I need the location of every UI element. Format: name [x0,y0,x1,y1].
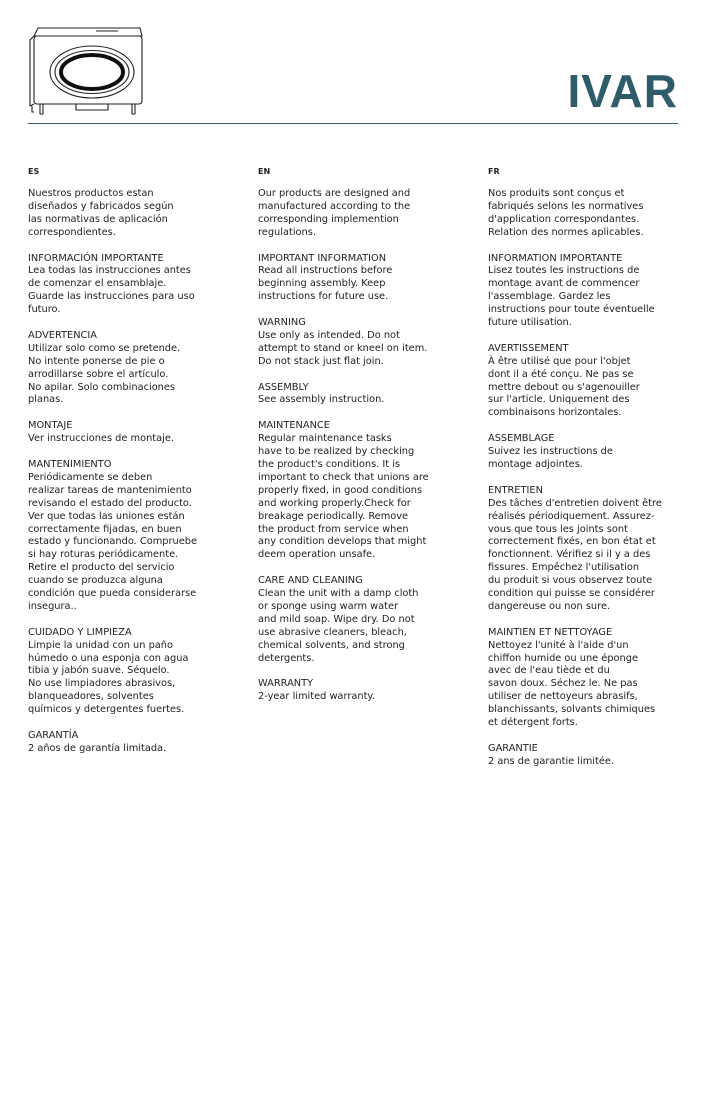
section-title: ASSEMBLY [258,381,309,393]
important-section [488,253,662,330]
section-body: Ver instrucciones de montaje. [28,433,174,445]
header-divider [28,123,678,124]
intro-section [28,188,200,240]
section-body: Use only as intended. Do not attempt to stand or kneel on item. Do not stack just flat join. [258,329,428,367]
intro-section [488,188,662,240]
section-body: Lea todas las instrucciones antes de comenzar el ensamblaje. Guarde las instrucciones para uso futuro. [28,265,195,316]
section-body: Utilizar solo como se pretende. No intente ponerse de pie o arrodillarse sobre el artículo. No apilar. Solo combinaciones planas. [28,342,181,406]
section-body: Lisez toutes les instructions de montage avant de commencer l'assemblage. Gardez les instructions pour toute éventuelle future utilisation. [488,265,655,329]
language-label: EN [258,167,271,176]
intro-text: Nos produits sont conçus et fabriqués selons les normatives d'application correspondantes. Relation des normes aplicables. [488,188,644,238]
section-title: CUIDADO Y LIMPIEZA [28,626,132,638]
column-en [258,166,430,717]
intro-section [258,188,430,240]
language-label: FR [488,167,500,176]
section-title: MAINTENANCE [258,420,330,432]
section-title: INFORMACIÓN IMPORTANTE [28,252,164,264]
section-body: Des tâches d'entretien doivent être réalisés périodiquement. Assurez- vous que tous les joints sont correctement fixés, en bon état et fonctionnent. Vérifiez si il y a des fissures. Empêchez l'utilisation du produit si vous observez toute condition qui puisse se considérer dangereuse ou non sure. [488,497,662,612]
front-left-leg [40,104,43,114]
warning-section [28,330,200,407]
maintenance-section [258,420,430,562]
section-title: INFORMATION IMPORTANTE [488,252,623,264]
section-body: Periódicamente se deben realizar tareas de mantenimiento revisando el estado del producto. Ver que todas las uniones están correctamente fijadas, en buen estado y funcionando. Compruebe si hay roturas periódicamente. Retire el producto del servicio cuando se produzca alguna condición que pueda considerarse insegura.. [28,471,197,612]
care-section [488,627,662,730]
section-title: ENTRETIEN [488,484,543,496]
section-title: CARE AND CLEANING [258,575,363,587]
section-title: ADVERTENCIA [28,329,97,341]
section-title: WARNING [258,317,306,329]
section-title: MAINTIEN ET NETTOYAGE [488,626,613,638]
important-section [28,253,200,318]
intro-text: Nuestros productos estan diseñados y fabricados según las normativas de aplicación correspondientes. [28,188,174,238]
section-title: GARANTIE [488,742,538,754]
bowl-inner-rim [61,55,123,89]
section-title: GARANTÍA [28,729,79,741]
back-left-leg [32,106,34,112]
section-body: Regular maintenance tasks have to be realized by checking the product's conditions. It is important to check that unions are properly fixed, in good conditions and working properly.Check for breakage periodically. Remove the product from service when any condition develops that might deem operation unsafe. [258,433,429,561]
section-body: 2 ans de garantie limitée. [488,755,615,767]
warning-section [488,343,662,420]
important-section [258,253,430,305]
maintenance-section [488,485,662,614]
section-body: 2 años de garantía limitada. [28,742,167,754]
section-title: MANTENIMIENTO [28,458,112,470]
section-body: Nettoyez l'unité à l'aide d'un chiffon humide ou une éponge avec de l'eau tiède et du savon doux. Séchez le. Ne pas utiliser de nettoyeurs abrasifs, blanchissants, solvants chimiques et détergent forts. [488,639,656,729]
section-body: Suivez les instructions de montage adjointes. [488,446,613,470]
column-es [28,166,200,769]
assembly-section [28,420,200,446]
section-title: MONTAJE [28,420,73,432]
column-fr [488,166,662,782]
side-panel [30,36,34,106]
front-right-leg [132,104,135,114]
brand-logo: IVAR [567,65,678,117]
section-body: See assembly instruction. [258,394,385,406]
section-body: Clean the unit with a damp cloth or sponge using warm water and mild soap. Wipe dry. Do not use abrasive cleaners, bleach, chemical solvents, and strong detergents. [258,588,419,664]
assembly-section [258,382,430,408]
intro-text: Our products are designed and manufactured according to the corresponding implemention regulations. [258,188,411,238]
section-body: À être utilisé que pour l'objet dont il a été conçu. Ne pas se mettre debout ou s'agenouiller sur l'article. Uniquement des combinaisons horizontales. [488,355,640,419]
top-panel [34,28,142,36]
product-illustration [26,22,148,118]
care-section [28,627,200,717]
section-title: ASSEMBLAGE [488,433,555,445]
assembly-section [488,433,662,472]
section-title: WARRANTY [258,678,314,690]
warning-section [258,317,430,369]
section-body: Limpie la unidad con un paño húmedo o una esponja con agua tibia y jabón suave. Séquelo. No use limpiadores abrasivos, blanqueadores, solventes químicos y detergentes fuertes. [28,639,189,716]
warranty-section [28,730,200,756]
warranty-section [488,743,662,769]
section-body: 2-year limited warranty. [258,691,375,703]
language-label: ES [28,167,40,176]
maintenance-section [28,459,200,614]
base-stand [76,104,108,110]
section-title: IMPORTANT INFORMATION [258,252,387,264]
warranty-section [258,678,430,704]
section-body: Read all instructions before beginning assembly. Keep instructions for future use. [258,265,393,303]
care-section [258,575,430,665]
section-title: AVERTISSEMENT [488,342,569,354]
